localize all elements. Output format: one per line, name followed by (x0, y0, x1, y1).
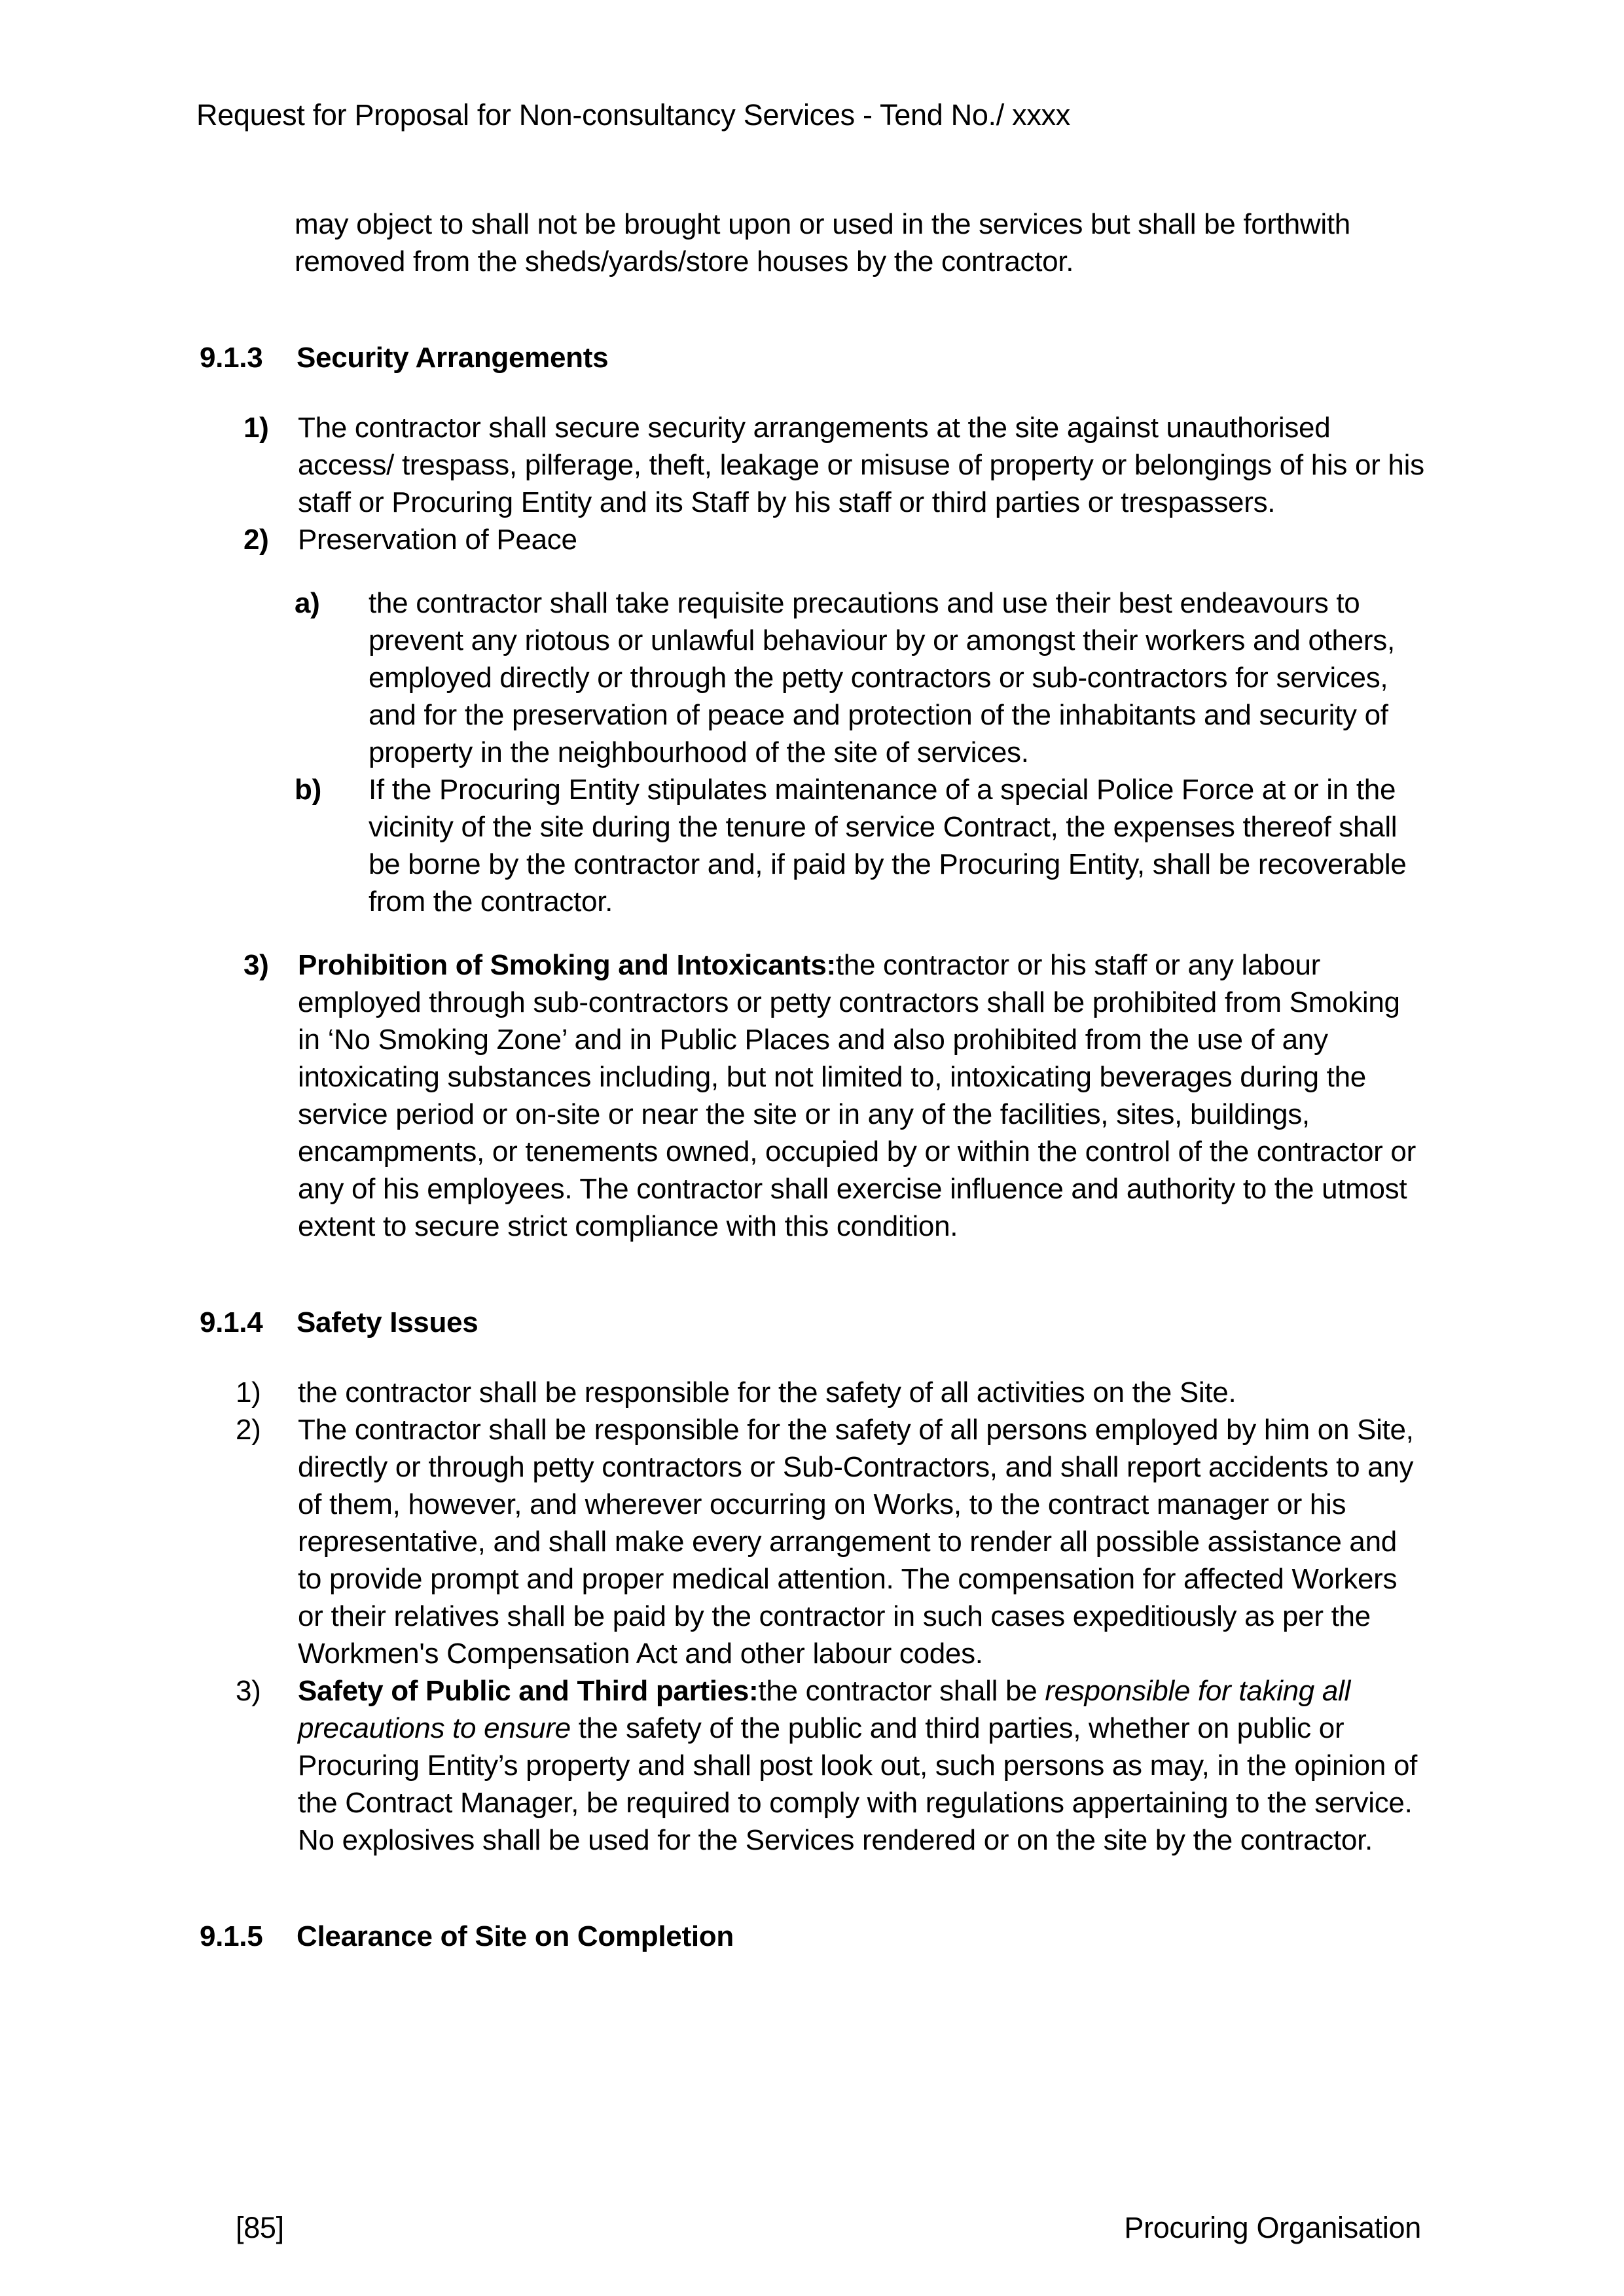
section-title: Clearance of Site on Completion (297, 1920, 734, 1952)
list-item-italic-segment: responsible for taking all precautions to ensure (298, 1675, 1351, 1744)
list-marker: 2) (236, 1414, 261, 1446)
list-item-lead: Prohibition of Smoking and Intoxicants: (298, 949, 836, 981)
section-number: 9.1.5 (200, 1920, 263, 1952)
document-content (196, 206, 1428, 1955)
list-item-text: If the Procuring Entity stipulates maintenance of a special Police Force at or in the vicinity of the site during the tenure of service Contract, the expenses thereof shall be borne by the contractor and, if paid by the Procuring Entity, shall be recoverable from the contractor. (369, 774, 1407, 918)
list-item-913-2 (244, 521, 1428, 558)
list-item-914-3 (236, 1672, 1428, 1859)
list-marker: 3) (236, 1675, 261, 1707)
section-913-list (196, 409, 1428, 1245)
list-item-914-1 (236, 1374, 1428, 1411)
list-item-914-2 (236, 1411, 1428, 1672)
list-item-913-3 (244, 946, 1428, 1245)
page-footer (236, 2211, 1421, 2245)
list-item-body: the contractor or his staff or any labour employed through sub-contractors or petty contractors shall be prohibited from Smoking in ‘No Smoking Zone’ and in Public Places and also prohibited from the use of any intoxicating substances including, but not limited to, intoxicating beverages during the service period or on-site or near the site or in any of the facilities, sites, buildings, encampments, or tenements owned, occupied by or within the control of the contractor or any of his employees. The contractor shall exercise influence and authority to the utmost extent to secure strict compliance with this condition. (298, 949, 1416, 1242)
list-item-text: the contractor shall be responsible for the safety of all activities on the Site. (298, 1376, 1236, 1408)
list-item-text: Preservation of Peace (298, 524, 577, 556)
list-item-text: the contractor shall take requisite precautions and use their best endeavours to prevent any riotous or unlawful behaviour by or amongst their workers and others, employed directly or through the petty contractors or sub-contractors for services, and for the preservation of peace and protection of the inhabitants and security of property in the neighbourhood of the site of services. (369, 587, 1395, 768)
list-marker: 1) (244, 412, 269, 444)
list-item-text: The contractor shall be responsible for the safety of all persons employed by him on Site, directly or through petty contractors or Sub-Contractors, and shall report accidents to any of them, however, and wherever occurring on Works, to the contract manager or his representative, and shall make every arrangement to render all possible assistance and to provide prompt and proper medical attention. The compensation for affected Workers or their relatives shall be paid by the contractor in such cases expeditiously as per the Workmen's Compensation Act and other labour codes. (298, 1414, 1414, 1670)
list-item-text (298, 1672, 1428, 1859)
list-marker: a) (295, 587, 320, 619)
sublist-item-a (295, 584, 1428, 771)
list-marker: 2) (244, 524, 269, 556)
list-marker: b) (295, 774, 321, 806)
list-item-lead: Safety of Public and Third parties: (298, 1675, 759, 1707)
list-item-body: the safety of the public and third parties, whether on public or Procuring Entity’s property and shall post look out, such persons as may, in the opinion of the Contract Manager, be required to comply with regulations appertaining to the service. No explosives shall be used for the Services rendered or on the site by the contractor. (298, 1712, 1418, 1856)
section-number: 9.1.4 (200, 1306, 263, 1338)
sublist-item-b (295, 771, 1428, 920)
section-913-sublist (196, 584, 1428, 920)
section-heading-913 (196, 339, 1428, 376)
list-item-text: The contractor shall secure security arrangements at the site against unauthorised access/ trespass, pilferage, theft, leakage or misuse of property or belongings of his or his staff or Procuring Entity and its Staff by his staff or third parties or trespassers. (298, 412, 1424, 518)
section-heading-914 (196, 1304, 1428, 1341)
list-marker: 1) (236, 1376, 261, 1408)
intro-paragraph: may object to shall not be brought upon or used in the services but shall be forthwith removed from the sheds/yards/store houses by the contractor. (295, 208, 1350, 278)
section-title: Safety Issues (297, 1306, 478, 1338)
section-914-list (196, 1374, 1428, 1859)
section-heading-915 (196, 1918, 1428, 1955)
list-item-body: the contractor shall be (758, 1675, 1045, 1707)
footer-organisation: Procuring Organisation (1124, 2211, 1421, 2244)
section-title: Security Arrangements (297, 342, 609, 374)
page-number: [85] (236, 2211, 284, 2244)
section-number: 9.1.3 (200, 342, 263, 374)
page-header-title: Request for Proposal for Non-consultancy Services - Tend No./ xxxx (196, 98, 1070, 132)
list-marker: 3) (244, 949, 269, 981)
list-item-913-1 (244, 409, 1428, 521)
list-item-text (298, 946, 1428, 1245)
